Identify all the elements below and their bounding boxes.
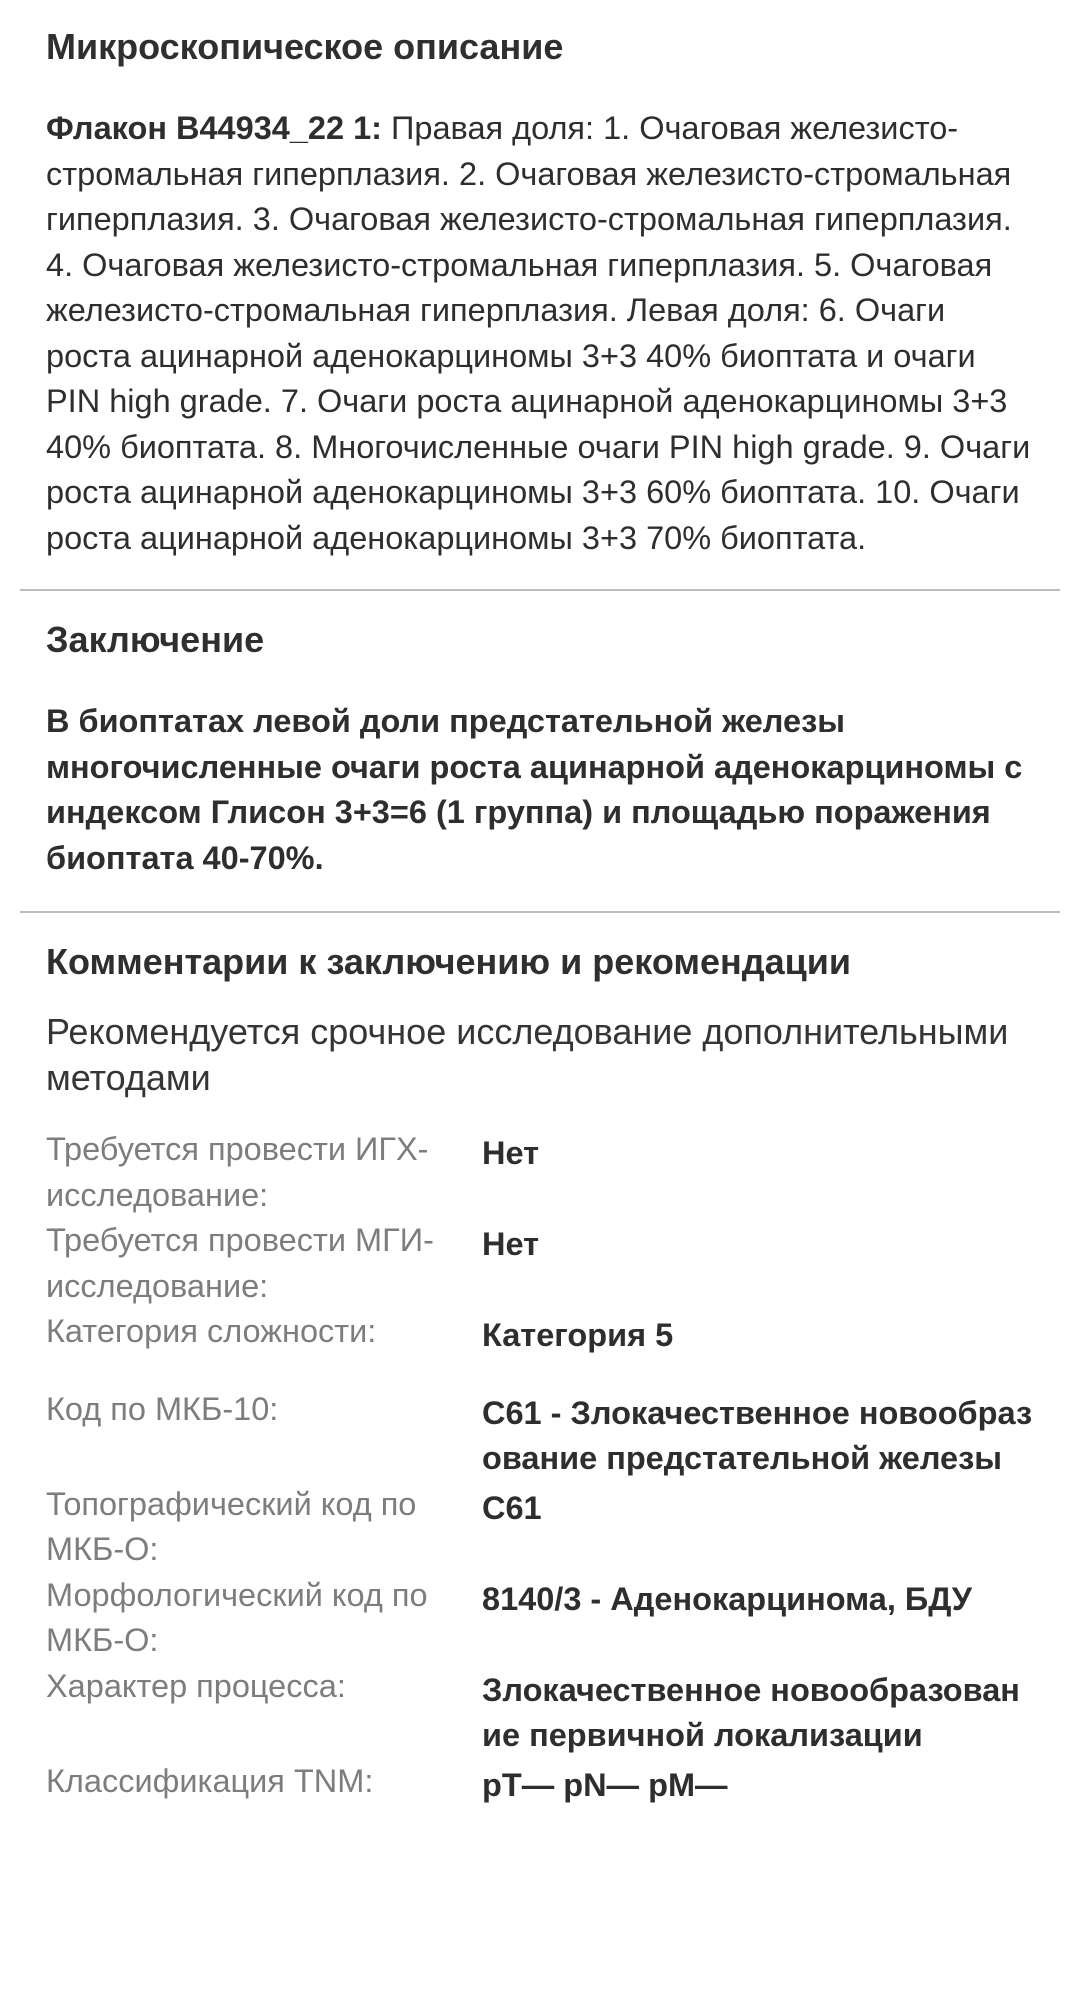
microscopic-text: Правая доля: 1. Очаговая железисто-стромальная гиперплазия. 2. Очаговая железисто-стромальная гиперплазия. 3. Очаговая железисто-стромальная гиперплазия. 4. Очаговая железисто-стромальная гиперплазия. 5. Очаговая железисто-стромальная гиперплазия. Левая доля: 6. Очаги роста ацинарной аденокарциномы 3+3 40% биоптата и очаги PIN high grade. 7. Очаги роста ацинарной аденокарциномы 3+3 40% биоптата. 8. Многочисленные очаги PIN high grade. 9. Очаги роста ацинарной аденокарциномы 3+3 60% биоптата. 10. Очаги роста ацинарной аденокарциномы 3+3 70% биоптата. (46, 110, 1031, 556)
field-ihc (46, 1127, 1034, 1218)
field-value: Категория 5 (482, 1317, 674, 1353)
conclusion-text: В биоптатах левой доли предстательной железы многочисленные очаги роста ацинарной аденокарциномы с индексом Глисон 3+3=6 (1 группа) и площадью поражения биоптата 40-70%. (46, 703, 1023, 876)
recommendation-text: Рекомендуется срочное исследование дополнительными методами (46, 1011, 1009, 1098)
field-complexity (46, 1309, 1034, 1359)
field-topography (46, 1482, 1034, 1573)
field-mgi (46, 1218, 1034, 1309)
comments-section (0, 913, 1080, 1808)
field-tnm (46, 1759, 1034, 1809)
field-label: Топографический код по МКБ-О: (46, 1485, 417, 1567)
field-value: pT— pN— pM— (482, 1766, 728, 1803)
field-value: 8140/3 - Аденокарцинома, БДУ (482, 1580, 973, 1617)
report-fields (46, 1127, 1034, 1808)
field-label: Характер процесса: (46, 1667, 346, 1704)
flask-label: Флакон B44934_22 1: (46, 110, 382, 146)
field-label: Морфологический код по МКБ-О: (46, 1576, 428, 1658)
microscopic-title: Микроскопическое описание (46, 26, 564, 67)
field-label: Категория сложности: (46, 1313, 377, 1349)
field-process (46, 1664, 1034, 1759)
field-icd10 (46, 1387, 1034, 1482)
field-morphology (46, 1573, 1034, 1664)
conclusion-section (0, 591, 1080, 881)
field-label: Классификация TNM: (46, 1762, 374, 1799)
field-label: Код по МКБ-10: (46, 1390, 279, 1427)
field-value: C61 - Злокачественное новообразование предстательной железы (482, 1394, 1033, 1476)
microscopic-description (46, 106, 1034, 561)
field-value: Злокачественное новообразование первичной локализации (482, 1671, 1020, 1753)
microscopic-section (0, 0, 1080, 561)
field-value: Нет (482, 1135, 540, 1171)
field-value: Нет (482, 1226, 540, 1262)
field-label: Требуется провести ИГХ-исследование: (46, 1131, 429, 1213)
comments-title: Комментарии к заключению и рекомендации (46, 941, 851, 982)
field-value: C61 (482, 1489, 542, 1526)
conclusion-title: Заключение (46, 619, 265, 660)
field-label: Требуется провести МГИ-исследование: (46, 1222, 434, 1304)
